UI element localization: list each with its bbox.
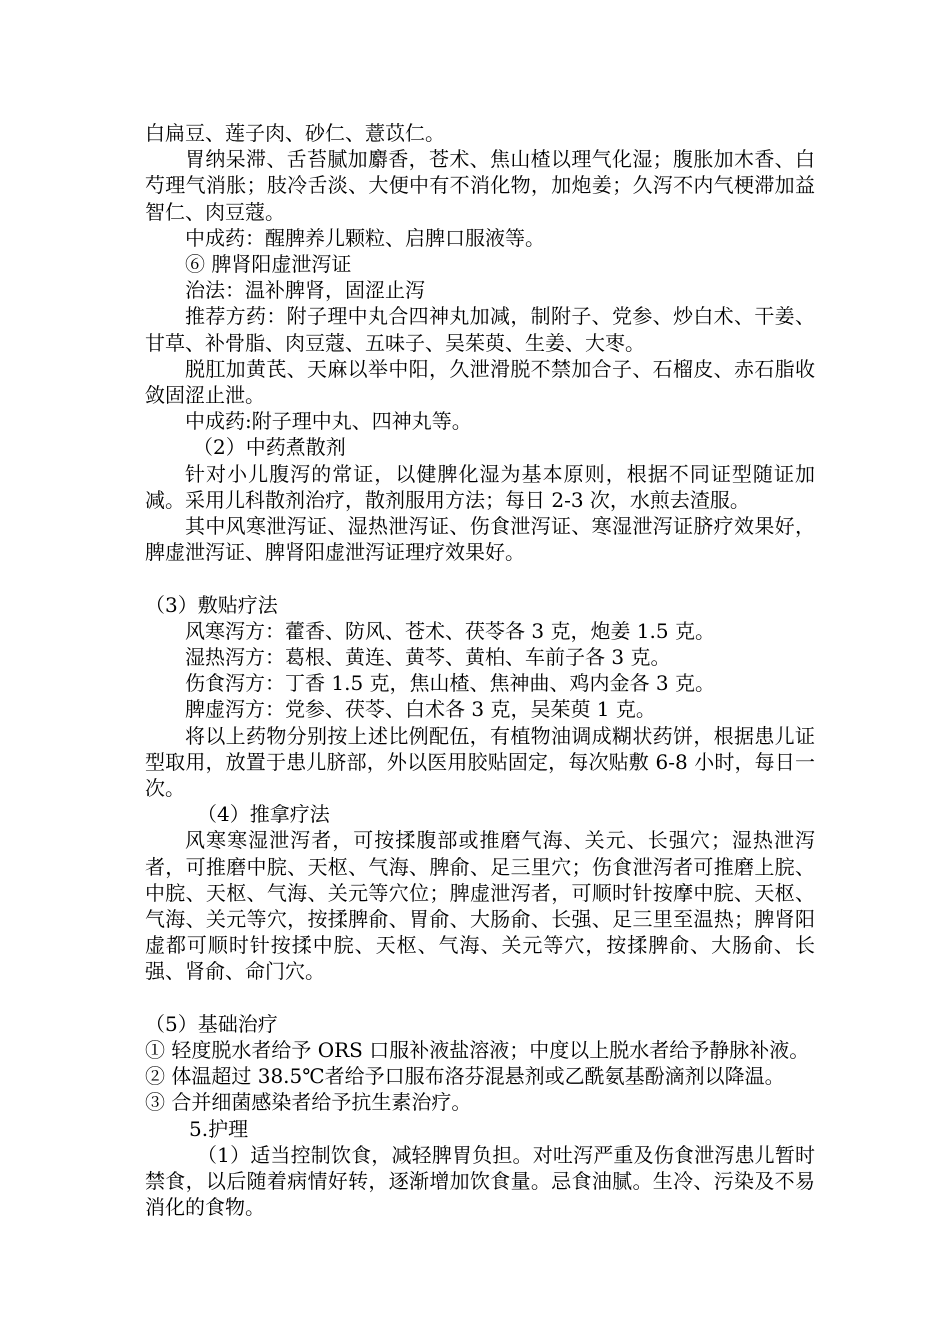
paragraph: 针对小儿腹泻的常证，以健脾化湿为基本原则，根据不同证型随证加减。采用儿科散剂治疗，散剂服用方法；每日 2-3 次，水煎去渣服。 (145, 461, 815, 512)
section-heading: （5）基础治疗 (145, 1011, 278, 1036)
blank-line (145, 565, 815, 591)
paragraph: 中成药:附子理中丸、四神丸等。 (185, 409, 472, 434)
list-item: ② 体温超过 38.5℃者给予口服布洛芬混悬剂或乙酰氨基酚滴剂以降温。 (145, 1064, 785, 1089)
paragraph: 中成药：醒脾养儿颗粒、启脾口服液等。 (185, 225, 545, 250)
document-body (145, 120, 815, 1221)
paragraph: （1）适当控制饮食，减轻脾胃负担。对吐泻严重及伤食泄泻患儿暂时禁食，以后随着病情好转，逐渐增加饮食量。忌食油腻。生冷、污染及不易消化的食物。 (145, 1142, 815, 1220)
paragraph: 将以上药物分别按上述比例配伍，有植物油调成糊状药饼，根据患儿证型取用，放置于患儿脐部，外以医用胶贴固定，每次贴敷 6-8 小时，每日一次。 (145, 723, 815, 801)
section-heading: ⑥ 脾肾阳虚泄泻证 (185, 252, 352, 277)
paragraph: 脱肛加黄芪、天麻以举中阳，久泄滑脱不禁加合子、石榴皮、赤石脂收敛固涩止泄。 (145, 356, 815, 408)
list-item: ③ 合并细菌感染者给予抗生素治疗。 (145, 1090, 472, 1115)
list-item: ① 轻度脱水者给予 ORS 口服补液盐溶液；中度以上脱水者给予静脉补液。 (145, 1038, 810, 1063)
paragraph: 推荐方药：附子理中丸合四神丸加减，制附子、党参、炒白术、干姜、甘草、补骨脂、肉豆蔻、五味子、吴茱萸、生姜、大枣。 (145, 304, 815, 355)
paragraph: 其中风寒泄泻证、湿热泄泻证、伤食泄泻证、寒湿泄泻证脐疗效果好，脾虚泄泻证、脾肾阳虚泄泻证理疗效果好。 (145, 514, 815, 565)
paragraph: 伤食泻方：丁香 1.5 克，焦山楂、焦神曲、鸡内金各 3 克。 (185, 671, 715, 696)
paragraph: 风寒寒湿泄泻者，可按揉腹部或推磨气海、关元、长强穴；湿热泄泻者，可推磨中脘、天枢、气海、脾俞、足三里穴；伤食泄泻者可推磨上脘、中脘、天枢、气海、关元等穴位；脾虚泄泻者，可顺时针按摩中脘、天枢、气海、关元等穴，按揉脾俞、胃俞、大肠俞、长强、足三里至温热；脾肾阳虚都可顺时针按揉中脘、天枢、气海、关元等穴，按揉脾俞、大肠俞、长强、肾俞、命门穴。 (145, 828, 815, 984)
paragraph: 风寒泻方：藿香、防风、苍术、茯苓各 3 克，炮姜 1.5 克。 (185, 618, 715, 643)
blank-line (145, 985, 815, 1011)
paragraph: 胃纳呆滞、舌苔腻加麝香，苍术、焦山楂以理气化湿；腹胀加木香、白芍理气消胀；肢冷舌淡、大便中有不消化物，加炮姜；久泻不内气梗滞加益智仁、肉豆蔻。 (145, 147, 815, 224)
paragraph: 治法：温补脾肾，固涩止泻 (185, 278, 425, 303)
section-heading: （4）推拿疗法 (197, 802, 330, 827)
paragraph: 湿热泻方：葛根、黄连、黄芩、黄柏、车前子各 3 克。 (185, 645, 671, 670)
section-heading: 5.护理 (189, 1116, 249, 1141)
paragraph: 白扁豆、莲子肉、砂仁、薏苡仁。 (145, 121, 445, 145)
section-heading: （3）敷贴疗法 (145, 592, 278, 617)
section-heading: （2）中药煮散剂 (193, 435, 346, 460)
paragraph: 脾虚泻方：党参、茯苓、白术各 3 克，吴茱萸 1 克。 (185, 697, 656, 722)
